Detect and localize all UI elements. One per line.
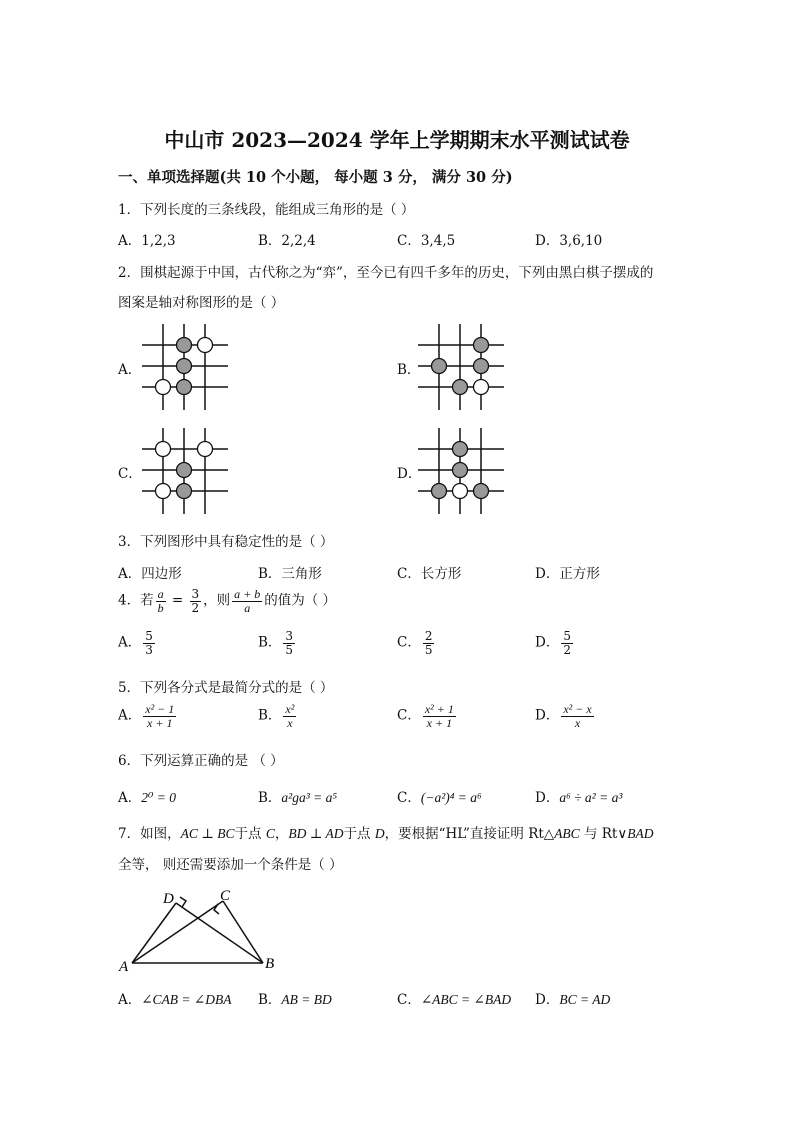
page-title: 中山市 2023—2024 学年上学期期末水平测试试卷	[164, 128, 630, 152]
q3-option-d[interactable]: D．正方形	[535, 566, 600, 582]
question-3-stem: 3．下列图形中具有稳定性的是（ ）	[118, 534, 334, 550]
go-pattern-d	[418, 428, 504, 514]
question-5-stem: 5．下列各分式是最简分式的是（ ）	[118, 680, 334, 696]
question-2-stem-line1: 2．围棋起源于中国，古代称之为“弈”，至今已有四千多年的历史，下列由黑白棋子摆成的	[118, 265, 654, 281]
question-2-stem-line2: 图案是轴对称图形的是（ ）	[118, 295, 285, 311]
q1-option-a[interactable]: A．1,2,3	[118, 233, 176, 249]
q7-option-d[interactable]: D．BC = AD	[535, 992, 611, 1008]
q3-option-b[interactable]: B．三角形	[258, 566, 322, 582]
q4-option-a[interactable]: A． $\frac{5}{3}$	[118, 629, 153, 657]
q1-option-d[interactable]: D．3,6,10	[535, 233, 603, 249]
question-4-stem: 4．若 $\frac{a}{b}$ = $\frac{3}{2}$ ，则 $\frac{a + b}{a}$ 的值为（ ）	[118, 587, 337, 615]
q4-option-d[interactable]: D． $\frac{5}{2}$	[535, 629, 571, 657]
q6-option-b[interactable]: B．a²ga³ = a⁵	[258, 790, 338, 806]
q6-option-d[interactable]: D．a⁶ ÷ a² = a³	[535, 790, 623, 806]
q5-option-c[interactable]: C． $\frac{\text{x² + 1}}{x + 1}$	[397, 702, 454, 730]
go-pattern-b	[418, 324, 504, 410]
q6-option-a[interactable]: A．2⁰ = 0	[118, 790, 177, 806]
q2-option-c[interactable]: C．	[118, 466, 142, 482]
q3-option-c[interactable]: C．长方形	[397, 566, 462, 582]
q1-option-c[interactable]: C．3,4,5	[397, 233, 456, 249]
triangle-figure	[115, 885, 285, 975]
q4-option-b[interactable]: B． $\frac{3}{5}$	[258, 629, 294, 657]
q2-option-a[interactable]: A．	[118, 362, 142, 378]
go-pattern-c	[142, 428, 228, 514]
q6-option-c[interactable]: C．(−a²)⁴ = a⁶	[397, 790, 482, 806]
q1-option-b[interactable]: B．2,2,4	[258, 233, 316, 249]
question-7-stem-line1: 7．如图，AC ⊥ BC于点 C，BD ⊥ AD于点 D，要根据“HL”直接证明 Rt△ABC 与 Rt∨BAD	[118, 826, 654, 842]
question-7-stem-line2: 全等， 则还需要添加一个条件是（ ）	[118, 857, 343, 873]
q4-option-c[interactable]: C． $\frac{2}{5}$	[397, 629, 433, 657]
label-b: B	[265, 956, 275, 972]
question-1-stem: 1．下列长度的三条线段，能组成三角形的是（ ）	[118, 202, 415, 218]
label-a: A	[119, 959, 129, 975]
q2-option-b[interactable]: B．	[397, 362, 421, 378]
q7-option-b[interactable]: B．AB = BD	[258, 992, 332, 1008]
q5-option-a[interactable]: A． $\frac{\text{x² − 1}}{x + 1}$	[118, 702, 175, 730]
question-6-stem: 6．下列运算正确的是 （ ）	[118, 753, 284, 769]
q7-option-a[interactable]: A．∠CAB = ∠DBA	[118, 992, 232, 1008]
q2-option-d[interactable]: D．	[397, 466, 422, 482]
q5-option-b[interactable]: B． $\frac{\text{x²}}{x}$	[258, 702, 295, 730]
label-c: C	[220, 888, 231, 904]
section-heading: 一、单项选择题(共 10 个小题， 每小题 3 分， 满分 30 分)	[118, 169, 513, 186]
q3-option-a[interactable]: A．四边形	[118, 566, 182, 582]
label-d: D	[163, 891, 174, 907]
q5-option-d[interactable]: D． $\frac{\text{x² − x}}{x}$	[535, 702, 592, 730]
go-pattern-a	[142, 324, 228, 410]
q7-option-c[interactable]: C．∠ABC = ∠BAD	[397, 992, 512, 1008]
